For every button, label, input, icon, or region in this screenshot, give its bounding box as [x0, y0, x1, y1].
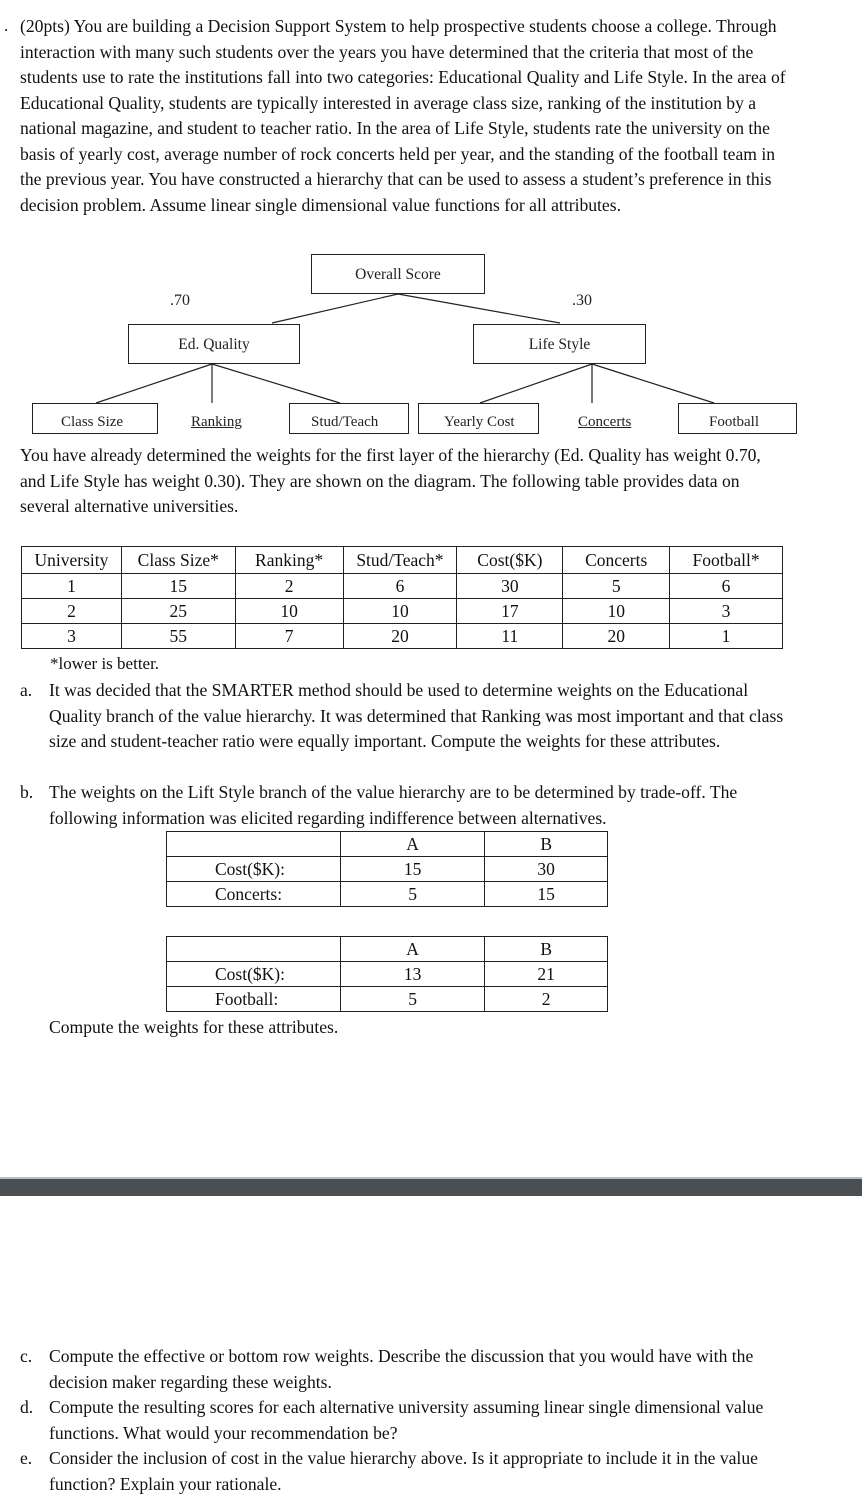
tradeoff-table-football: [166, 936, 608, 1012]
node-ed-quality: Ed. Quality: [128, 324, 300, 364]
part-c-text: Compute the effective or bottom row weights. Describe the discussion that you would have with the decision maker regarding these weights.: [49, 1346, 754, 1392]
table-cell: 55: [121, 624, 235, 649]
part-e-label: e.: [20, 1448, 33, 1468]
table-cell: 25: [121, 599, 235, 624]
table-cell: 30: [457, 574, 563, 599]
table-row: [22, 574, 783, 599]
table-cell: 1: [670, 624, 783, 649]
table-cell: 30: [485, 857, 608, 882]
part-e: [20, 1446, 810, 1498]
part-d-text: Compute the resulting scores for each alternative university assuming linear single dimensional value functions. What would your recommendation be?: [49, 1397, 764, 1443]
leaf-yearly-cost: Yearly Cost: [444, 414, 515, 430]
row-label: Concerts:: [167, 882, 341, 907]
table-cell: 11: [457, 624, 563, 649]
row-label: Football:: [167, 987, 341, 1012]
table-cell: 17: [457, 599, 563, 624]
table-row: [167, 987, 608, 1012]
part-b: [20, 780, 810, 832]
leaf-class-size: Class Size: [61, 414, 124, 430]
node-life-style: Life Style: [473, 324, 646, 364]
table-cell: 2: [235, 574, 343, 599]
part-d-label: d.: [20, 1397, 34, 1417]
connector-root-left: [272, 294, 398, 323]
table-row: [22, 599, 783, 624]
table-header-row: [167, 937, 608, 962]
connector-life-cost: [480, 364, 592, 403]
table-cell: 2: [485, 987, 608, 1012]
table-cell: [167, 937, 341, 962]
table-cell: 15: [485, 882, 608, 907]
leaf-ranking: Ranking: [191, 414, 242, 430]
table-row: [167, 857, 608, 882]
part-a-label: a.: [20, 680, 33, 700]
col-a-header: A: [340, 937, 485, 962]
row-label: Cost($K):: [167, 857, 341, 882]
table-cell: [167, 832, 341, 857]
table-cell: 6: [343, 574, 457, 599]
table-cell: 7: [235, 624, 343, 649]
col-b-header: B: [485, 832, 608, 857]
table-cell: 5: [340, 987, 485, 1012]
part-a: [20, 678, 810, 780]
col-b-header: B: [485, 937, 608, 962]
leaf-stud-teach: Stud/Teach: [311, 414, 379, 430]
header-class-size: Class Size*: [121, 547, 235, 574]
table-row: [22, 624, 783, 649]
table-cell: 5: [340, 882, 485, 907]
lower-is-better-note: *lower is better.: [50, 654, 160, 673]
table-cell: 3: [22, 624, 122, 649]
table-cell: 20: [343, 624, 457, 649]
part-c: [20, 1344, 810, 1396]
part-b-end: Compute the weights for these attributes.: [49, 1017, 339, 1037]
weight-life-style: .30: [572, 292, 592, 309]
connector-root-right: [398, 294, 560, 323]
header-concerts: Concerts: [563, 547, 670, 574]
part-c-label: c.: [20, 1346, 33, 1366]
col-a-header: A: [340, 832, 485, 857]
header-stud-teach: Stud/Teach*: [343, 547, 457, 574]
part-b-label: b.: [20, 782, 34, 802]
leaf-football: Football: [709, 414, 760, 430]
table-cell: 10: [563, 599, 670, 624]
table-header-row: [167, 832, 608, 857]
node-overall-score: Overall Score: [311, 254, 485, 294]
connector-ed-class: [96, 364, 212, 403]
problem-intro: (20pts) You are building a Decision Support System to help prospective students choose a college. Through interaction with many such students over the years you have determined that the criteria that most of the students use to rate the institutions fall into two categories: Educational Quality and Life Style. In the area of Educational Quality, students are typically interested in average class size, ranking of the institution by a national magazine, and student to teacher ratio. In the area of Life Style, students rate the university on the basis of yearly cost, average number of rock concerts held per year, and the standing of the football team in the previous year. You have constructed a hierarchy that can be used to assess a student’s preference in this decision problem. Assume linear single dimensional value functions for all attributes.: [20, 16, 786, 215]
tradeoff-table-concerts: [166, 831, 608, 907]
row-label: Cost($K):: [167, 962, 341, 987]
part-b-text: The weights on the Lift Style branch of the value hierarchy are to be determined by trade-off. The following information was elicited regarding indifference between alternatives.: [49, 782, 738, 828]
header-football: Football*: [670, 547, 783, 574]
table-cell: 10: [343, 599, 457, 624]
table-cell: 6: [670, 574, 783, 599]
table-cell: 21: [485, 962, 608, 987]
universities-table: [21, 546, 783, 649]
connector-ed-stud: [212, 364, 340, 403]
part-e-text: Consider the inclusion of cost in the value hierarchy above. Is it appropriate to include it in the value function? Explain your rationale.: [49, 1448, 758, 1494]
table-cell: 1: [22, 574, 122, 599]
table-cell: 10: [235, 599, 343, 624]
table-row: [167, 882, 608, 907]
header-university: University: [22, 547, 122, 574]
weight-ed-quality: .70: [170, 292, 190, 309]
table-cell: 2: [22, 599, 122, 624]
hierarchy-connectors: [0, 0, 862, 440]
weights-paragraph: You have already determined the weights for the first layer of the hierarchy (Ed. Quality has weight 0.70, and Life Style has weight 0.30). They are shown on the diagram. The following table provides data on several alternative universities.: [20, 445, 761, 516]
table-cell: 20: [563, 624, 670, 649]
list-bullet: .: [4, 16, 9, 35]
table-cell: 5: [563, 574, 670, 599]
leaf-concerts: Concerts: [578, 414, 632, 430]
part-a-text: It was decided that the SMARTER method should be used to determine weights on the Educational Quality branch of the value hierarchy. It was determined that Ranking was most important and that class size and student-teacher ratio were equally important. Compute the weights for these attributes.: [49, 680, 784, 751]
table-row: [167, 962, 608, 987]
table-cell: 3: [670, 599, 783, 624]
table-cell: 15: [340, 857, 485, 882]
connector-life-football: [592, 364, 714, 403]
table-header-row: [22, 547, 783, 574]
part-d: [20, 1395, 810, 1447]
header-ranking: Ranking*: [235, 547, 343, 574]
page-divider: [0, 1177, 862, 1196]
header-cost: Cost($K): [457, 547, 563, 574]
table-cell: 13: [340, 962, 485, 987]
table-cell: 15: [121, 574, 235, 599]
